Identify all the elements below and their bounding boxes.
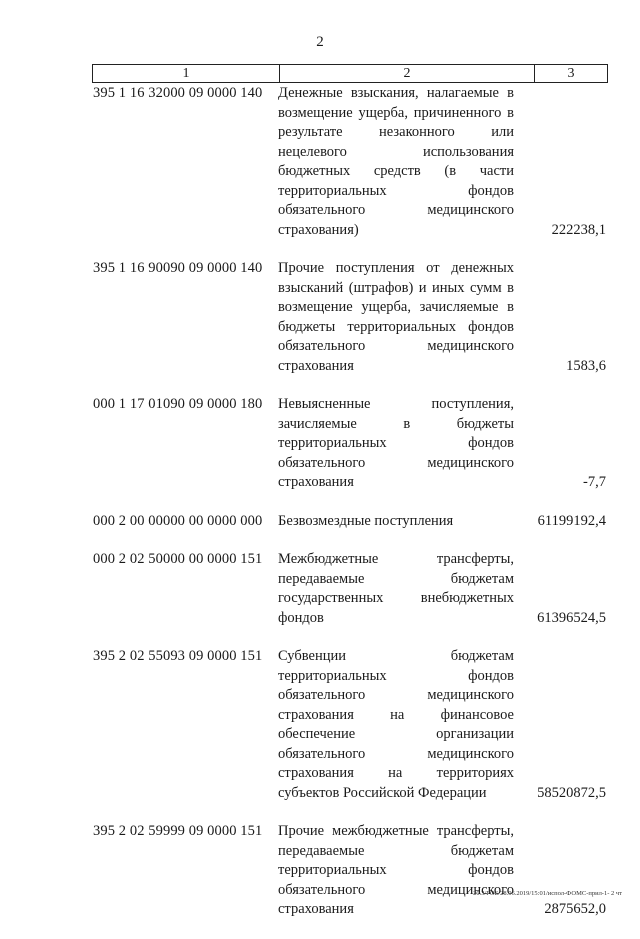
table-header xyxy=(92,64,608,83)
row-description: Прочие межбюджетные трансферты, передаваемые бюджетам территориальных фондов обязательного медицинского страхования xyxy=(278,823,514,917)
table-row xyxy=(92,647,608,803)
header-col-3: 3 xyxy=(535,65,608,83)
row-amount: 61199192,4 xyxy=(537,512,606,529)
row-description: Невыясненные поступления, зачисляемые в бюджеты территориальных фондов обязательного медицинского страхования xyxy=(278,396,514,490)
row-description: Денежные взыскания, налагаемые в возмещение ущерба, причиненного в результате незаконного или нецелевого использования бюджетных средств (в части территориальных фондов обязательного медицинского страхования) xyxy=(278,85,514,238)
budget-code: 000 1 17 01090 09 0000 180 xyxy=(93,396,263,412)
row-description: Прочие поступления от денежных взысканий (штрафов) и иных сумм в возмещение ущерба, зачисляемые в бюджеты территориальных фондов обязательного медицинского страхования xyxy=(278,260,514,374)
budget-rows xyxy=(92,84,608,939)
budget-code: 395 2 02 55093 09 0000 151 xyxy=(93,648,263,664)
row-amount: 2875652,0 xyxy=(544,901,606,917)
row-amount: 1583,6 xyxy=(566,357,606,374)
header-col-1: 1 xyxy=(93,65,280,83)
row-amount: 222238,1 xyxy=(551,221,606,238)
budget-code: 000 2 00 00000 00 0000 000 xyxy=(93,512,263,529)
row-amount: 61396524,5 xyxy=(537,609,606,626)
row-amount: 58520872,5 xyxy=(537,784,606,801)
budget-code: 395 2 02 59999 09 0000 151 xyxy=(93,823,263,839)
header-col-2: 2 xyxy=(280,65,535,83)
table-row xyxy=(92,84,608,240)
row-description: Субвенции бюджетам территориальных фондов обязательного медицинского страхования на финансовое обеспечение организации обязательного медицинского страхования на территориях субъектов Российской Федерации xyxy=(278,648,514,801)
table-row xyxy=(92,550,608,628)
row-description: Межбюджетные трансферты, передаваемые бюджетам государственных внебюджетных фондов xyxy=(278,551,514,626)
budget-code: 000 2 02 50000 00 0000 151 xyxy=(93,551,263,567)
table-row xyxy=(92,395,608,493)
row-amount: -7,7 xyxy=(583,474,606,490)
table-row xyxy=(92,512,608,532)
document-footer: 20.3/ГОБ/28.06.2019/15:01/испол-ФОМС-прил-1- 2 чт xyxy=(473,890,622,897)
row-description: Безвозмездные поступления xyxy=(278,512,454,529)
page-number: 2 xyxy=(316,34,324,50)
budget-code: 395 1 16 32000 09 0000 140 xyxy=(93,85,263,101)
table-row xyxy=(92,259,608,376)
budget-code: 395 1 16 90090 09 0000 140 xyxy=(93,260,263,276)
